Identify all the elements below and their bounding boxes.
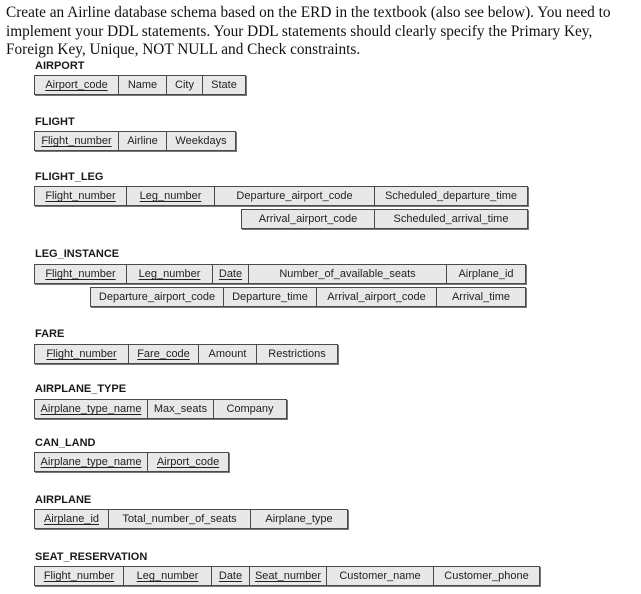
table-title-can-land: CAN_LAND bbox=[35, 437, 96, 449]
column-fare-code: Fare_code bbox=[129, 345, 199, 363]
column-seat-number: Seat_number bbox=[250, 567, 327, 585]
column-airplane-type-name: Airplane_type_name bbox=[35, 400, 148, 418]
column-arrival-airport-code: Arrival_airport_code bbox=[317, 288, 437, 306]
column-amount: Amount bbox=[199, 345, 257, 363]
column-city: City bbox=[167, 76, 203, 94]
table-flight-leg-row2 bbox=[241, 209, 528, 229]
column-airplane-type: Airplane_type bbox=[265, 513, 333, 525]
column-max-seats: Max_seats bbox=[148, 400, 214, 418]
column-customer-phone: Customer_phone bbox=[444, 570, 529, 582]
column-airplane-id: Airplane_id bbox=[35, 510, 109, 528]
column-flight-number: Flight_number bbox=[35, 132, 119, 150]
column-airplane-id: Airplane_id bbox=[458, 268, 514, 280]
table-airplane-type bbox=[34, 399, 287, 419]
table-title-airplane-type: AIRPLANE_TYPE bbox=[35, 383, 127, 395]
table-title-fare: FARE bbox=[35, 328, 65, 340]
column-arrival-time: Arrival_time bbox=[451, 291, 511, 303]
column-departure-airport-code: Departure_airport_code bbox=[91, 288, 224, 306]
table-title-leg-instance: LEG_INSTANCE bbox=[35, 248, 120, 260]
column-date: Date bbox=[213, 265, 249, 283]
table-seat-reservation bbox=[34, 566, 540, 586]
column-scheduled-arrival-time: Scheduled_arrival_time bbox=[393, 213, 509, 225]
table-title-airplane: AIRPLANE bbox=[35, 494, 92, 506]
table-can-land bbox=[34, 452, 229, 472]
table-airplane bbox=[34, 509, 348, 529]
table-title-seat-reservation: SEAT_RESERVATION bbox=[35, 551, 148, 563]
table-leg-instance-row2 bbox=[90, 287, 526, 307]
column-restrictions: Restrictions bbox=[268, 348, 326, 360]
table-title-flight-leg: FLIGHT_LEG bbox=[35, 171, 104, 183]
column-customer-name: Customer_name bbox=[327, 567, 434, 585]
column-scheduled-departure-time: Scheduled_departure_time bbox=[384, 190, 518, 202]
column-airport-code: Airport_code bbox=[156, 456, 220, 468]
column-airplane-type-name: Airplane_type_name bbox=[35, 453, 148, 471]
column-leg-number: Leg_number bbox=[124, 567, 212, 585]
column-state: State bbox=[211, 79, 237, 91]
column-flight-number: Flight_number bbox=[35, 265, 127, 283]
table-flight-leg bbox=[34, 186, 528, 206]
table-airport bbox=[34, 75, 246, 95]
column-flight-number: Flight_number bbox=[35, 345, 129, 363]
table-fare bbox=[34, 344, 338, 364]
instructions-paragraph: Create an Airline database schema based on the ERD in the textbook (also see below). You need to implement your DDL statements. Your DDL statements should clearly specify the Primary Key, Foreign Key, Unique, NOT NULL and Check constraints. bbox=[6, 4, 611, 58]
column-weekdays: Weekdays bbox=[175, 135, 227, 147]
column-name: Name bbox=[119, 76, 167, 94]
column-company: Company bbox=[226, 403, 274, 415]
column-date: Date bbox=[212, 567, 250, 585]
table-title-airport: AIRPORT bbox=[35, 60, 85, 72]
column-departure-airport-code: Departure_airport_code bbox=[215, 187, 375, 205]
column-flight-number: Flight_number bbox=[35, 187, 127, 205]
column-arrival-airport-code: Arrival_airport_code bbox=[242, 210, 375, 228]
column-total-number-of-seats: Total_number_of_seats bbox=[109, 510, 251, 528]
column-leg-number: Leg_number bbox=[127, 265, 213, 283]
column-departure-time: Departure_time bbox=[224, 288, 317, 306]
table-leg-instance bbox=[34, 264, 526, 284]
column-number-of-available-seats: Number_of_available_seats bbox=[249, 265, 447, 283]
column-leg-number: Leg_number bbox=[127, 187, 215, 205]
table-title-flight: FLIGHT bbox=[35, 116, 75, 128]
column-airline: Airline bbox=[119, 132, 167, 150]
table-flight bbox=[34, 131, 236, 151]
column-flight-number: Flight_number bbox=[35, 567, 124, 585]
column-airport-code: Airport_code bbox=[35, 76, 119, 94]
